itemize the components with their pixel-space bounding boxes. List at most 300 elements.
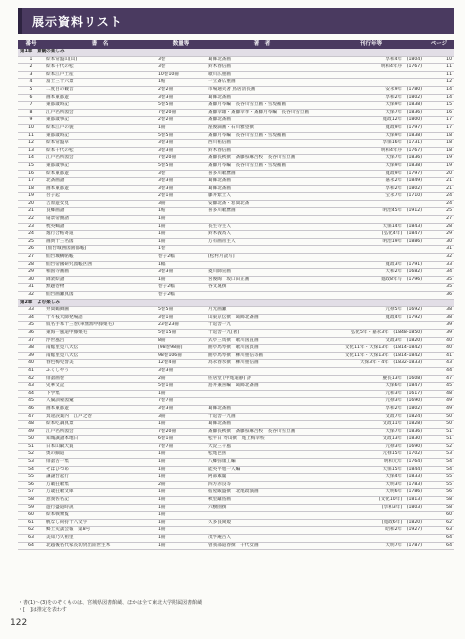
row-page: 62	[424, 519, 454, 527]
row-page: 51	[424, 428, 454, 436]
row-date	[318, 200, 424, 208]
row-quantity: 巻子2幅	[156, 292, 206, 300]
row-quantity: [98巻98冊]	[156, 345, 206, 353]
row-page: 17	[424, 117, 454, 125]
row-date: 享和2年 (1802)	[318, 185, 424, 193]
row-date: 天保9年 (1838)	[318, 132, 424, 140]
row-page: 19	[424, 155, 454, 163]
row-author	[206, 261, 318, 269]
row-quantity: 7巻7冊	[156, 398, 206, 406]
row-number: 29	[18, 269, 44, 277]
row-title: 絵本千代の松	[44, 64, 156, 72]
row-title: 降衆絵譜	[44, 276, 156, 284]
row-number: 20	[18, 200, 44, 208]
row-date: 元禄15年 (1702)	[318, 451, 424, 459]
row-title: 知城誠譜本地日	[44, 436, 156, 444]
row-date: 元禄5年 (1692)	[318, 307, 424, 315]
row-author: 十返舎一九画	[206, 413, 318, 421]
row-author	[206, 512, 318, 520]
row-quantity: 6巻1冊	[156, 436, 206, 444]
row-number: 31	[18, 284, 44, 292]
row-number: 12	[18, 140, 44, 148]
row-title: 画本東都遊	[44, 94, 156, 102]
row-title: 江戸名所図会	[44, 428, 156, 436]
row-author: 曾我部道春撰 千代女画	[206, 542, 318, 550]
row-date	[318, 71, 424, 79]
row-number: 58	[18, 497, 44, 505]
row-title: [仙台城囲図園都帳]	[44, 246, 156, 254]
row-quantity: 1幅	[156, 261, 206, 269]
row-author: 能英平旭一人編	[206, 466, 318, 474]
row-date: 明治19年 (1886)	[318, 238, 424, 246]
row-title: 仮名手本十三巻(車無源中膝栗毛)	[44, 322, 156, 330]
row-quantity: 1冊	[156, 542, 206, 550]
row-title: 吉原遊女見	[44, 200, 156, 208]
row-page: 35	[424, 284, 454, 292]
row-author: 松平日 寿山撰 尾上梅幸校	[206, 436, 318, 444]
row-author: 鈴木春信画	[206, 64, 318, 72]
row-page: 54	[424, 466, 454, 474]
row-title: 下学集	[44, 390, 156, 398]
row-title: 江戸名所図会	[44, 155, 156, 163]
table-row	[18, 443, 454, 451]
row-author: 西川祐信画	[206, 140, 318, 148]
row-number: 55	[18, 474, 44, 482]
table-row	[18, 269, 454, 277]
table-row	[18, 223, 454, 231]
row-author: 大淀三千風	[206, 443, 318, 451]
row-quantity: 10巻10冊	[156, 71, 206, 79]
row-quantity: 23巻23冊	[156, 322, 206, 330]
row-title: 日本山賦大賞	[44, 443, 156, 451]
row-number: 35	[18, 322, 44, 330]
row-quantity: 1冊	[156, 527, 206, 535]
table-row	[18, 421, 454, 429]
row-title: 北斎画譜	[44, 178, 156, 186]
row-author: 阿部素閣	[206, 474, 318, 482]
exhibit-table	[18, 40, 454, 550]
row-date	[318, 512, 424, 520]
table-row	[18, 216, 454, 224]
row-title: 弁間鶴舞圖	[44, 307, 156, 315]
row-title: 画本東都遊	[44, 185, 156, 193]
row-author: 式亭三馬撰 歌川国直画	[206, 337, 318, 345]
row-title: 史華文記	[44, 383, 156, 391]
row-page: 39	[424, 322, 454, 330]
row-date: 享保16年 (1731)	[318, 140, 424, 148]
row-page: 24	[424, 193, 454, 201]
table-row	[18, 352, 454, 360]
row-quantity: 3巻3冊	[156, 405, 206, 413]
row-page: 39	[424, 329, 454, 337]
table-row	[18, 246, 454, 254]
row-date: 昭和2年 (1927)	[318, 527, 424, 535]
row-page: 36	[424, 292, 454, 300]
row-quantity: 1冊	[156, 238, 206, 246]
row-number: 2	[18, 64, 44, 72]
row-page: 41	[424, 352, 454, 360]
row-quantity: 2巻1冊	[156, 193, 206, 201]
row-page: 21	[424, 178, 454, 186]
row-number: 3	[18, 71, 44, 79]
row-author: 一立斎広重画	[206, 79, 318, 87]
row-page: 19	[424, 162, 454, 170]
row-title: 相国寺画画	[44, 269, 156, 277]
row-page: 56	[424, 489, 454, 497]
row-date: 天保7年 (1836)	[318, 155, 424, 163]
row-title: 東都歳時記	[44, 102, 156, 110]
row-number: 30	[18, 276, 44, 284]
row-author: 葛飾北斎画	[206, 185, 318, 193]
row-quantity: 3巻3冊	[156, 94, 206, 102]
table-row	[18, 71, 454, 79]
row-author: [松村月読写]	[206, 254, 318, 262]
table-row	[18, 261, 454, 269]
row-page: 49	[424, 405, 454, 413]
row-number: 57	[18, 489, 44, 497]
row-date: 天保3年・4年 (1832-1833)	[318, 360, 424, 368]
row-title: 俳諧画巻	[44, 375, 156, 383]
row-quantity: 3巻	[156, 56, 206, 64]
row-page: 27	[424, 216, 454, 224]
row-page: 43	[424, 360, 454, 368]
row-author: 斎藤幸雄・斎藤幸孝・斎藤月岑編 長谷川雪旦画	[206, 109, 318, 117]
row-title: 吾子起	[44, 193, 156, 201]
row-page: 14	[424, 86, 454, 94]
row-date: 寛政8年写 (1796)	[318, 276, 424, 284]
row-number: 54	[18, 466, 44, 474]
row-title: 画本東都遊	[44, 405, 156, 413]
row-page: 11	[424, 71, 454, 79]
row-date	[318, 79, 424, 87]
row-page: 18	[424, 140, 454, 148]
row-page: 12	[424, 79, 454, 87]
row-title: 画典十三名図	[44, 238, 156, 246]
row-number: 50	[18, 436, 44, 444]
row-author: 為永春水撰 柳川重信画	[206, 360, 318, 368]
table-row	[18, 451, 454, 459]
row-title: 人倫訓蒙図彙	[44, 398, 156, 406]
row-number: 9	[18, 117, 44, 125]
table-row	[18, 162, 454, 170]
table-row	[18, 527, 454, 535]
row-date: 文政7年 (1824)	[318, 413, 424, 421]
table-row	[18, 147, 454, 155]
row-quantity: 3巻1冊	[156, 314, 206, 322]
row-page: 18	[424, 147, 454, 155]
row-quantity: 3巻	[156, 170, 206, 178]
row-quantity: 98巻106冊	[156, 352, 206, 360]
row-number: 4	[18, 79, 44, 87]
row-author: 葛飾北斎画	[206, 94, 318, 102]
table-row	[18, 86, 454, 94]
row-date: 天明7年 (1787)	[318, 542, 424, 550]
row-date: 安永9年 (1780)	[318, 86, 424, 94]
table-row	[18, 466, 454, 474]
row-author	[206, 398, 318, 406]
row-title: 仙台帝國研究図帳区囲	[44, 261, 156, 269]
row-page: 29	[424, 231, 454, 239]
row-date	[318, 246, 424, 254]
row-page: 53	[424, 451, 454, 459]
table-row	[18, 535, 454, 543]
footnote-line: ・書(1)～(3)をのぞくものは、宮城県図書館蔵、ほかは全て東北大学附属図書館蔵	[18, 600, 203, 606]
table-row	[18, 307, 454, 315]
row-quantity: 1冊	[156, 466, 206, 474]
row-page: 54	[424, 459, 454, 467]
row-date: 弘化5年・嘉永3年 (1848-1850)	[318, 329, 424, 337]
row-page: 34	[424, 269, 454, 277]
row-page: 16	[424, 109, 454, 117]
row-title: 富士三十六景	[44, 79, 156, 87]
table-row	[18, 132, 454, 140]
row-title: 南総里見八犬伝	[44, 345, 156, 353]
row-number: 32	[18, 292, 44, 300]
table-row	[18, 375, 454, 383]
table-row	[18, 155, 454, 163]
row-number: 42	[18, 375, 44, 383]
row-title: 絵本千代の松	[44, 147, 156, 155]
row-author: 葛飾北斎画	[206, 178, 318, 186]
row-quantity: 3冊	[156, 200, 206, 208]
row-author: 斎藤長秋撰 斎藤県麻呂校 長谷川雪旦画	[206, 155, 318, 163]
row-number: 7	[18, 102, 44, 110]
row-title: 枕英蝋譜	[44, 223, 156, 231]
table-row	[18, 200, 454, 208]
row-number: 41	[18, 367, 44, 375]
row-title: 絵本江戸の貌	[44, 124, 156, 132]
row-date: [文化10年] (1813)	[318, 497, 424, 505]
row-date: 文化11年・天保13年 (1814-1842)	[318, 345, 424, 353]
row-page: 49	[424, 398, 454, 406]
table-body	[18, 49, 454, 550]
row-number: 8	[18, 109, 44, 117]
row-author: 山東京伝撰 葛飾北斎画	[206, 314, 318, 322]
row-page: 44	[424, 367, 454, 375]
col-header-date: 刊行年等	[318, 40, 424, 49]
row-quantity: 5巻15冊	[156, 329, 206, 337]
row-author: 秋里籬島画	[206, 497, 318, 505]
row-title: 良郷画譜	[44, 208, 156, 216]
row-title: 遊行盛道時説	[44, 504, 156, 512]
row-date	[318, 535, 424, 543]
row-page: 28	[424, 223, 454, 231]
row-title: 江戸名所図会	[44, 109, 156, 117]
row-title: 東都歳時記	[44, 132, 156, 140]
row-date: 文政3年 (1820)	[318, 337, 424, 345]
row-page: 58	[424, 504, 454, 512]
table-row	[18, 413, 454, 421]
row-title: 東都歳事記	[44, 162, 156, 170]
row-date: [弘化4年] (1847)	[318, 231, 424, 239]
row-title: 東海一風道中膝栗毛	[44, 329, 156, 337]
row-date: 天保4年 (1833)	[318, 474, 424, 482]
row-date: 嘉永2年 (1849)	[318, 178, 424, 186]
table-row	[18, 292, 454, 300]
row-title: 郷土史談会報 第8号	[44, 527, 156, 535]
row-date: [享和3年] (1803)	[318, 504, 424, 512]
row-quantity: 1冊	[156, 231, 206, 239]
table-row	[18, 140, 454, 148]
row-page: 63	[424, 527, 454, 535]
row-page: 38	[424, 307, 454, 315]
row-page: 32	[424, 254, 454, 262]
row-date: 元和3年 (1617)	[318, 390, 424, 398]
row-page: 11	[424, 64, 454, 72]
table-row	[18, 109, 454, 117]
table-row	[18, 117, 454, 125]
row-title: そばひつめ	[44, 466, 156, 474]
row-author	[206, 527, 318, 535]
row-author: 宿屋飯盛撰 北尾政演画	[206, 489, 318, 497]
page-title: 展示資料リスト	[32, 15, 123, 29]
row-quantity: 1冊	[156, 535, 206, 543]
row-title: 意義佐名記	[44, 497, 156, 505]
table-row	[18, 329, 454, 337]
row-quantity: 1冊	[156, 512, 206, 520]
row-author: 宮俊陶 坂口田正画	[206, 276, 318, 284]
row-date: 天和2年 (1682)	[318, 269, 424, 277]
row-title: 絵本江戸土産	[44, 71, 156, 79]
row-quantity: 5巻1冊	[156, 383, 206, 391]
row-page: 10	[424, 56, 454, 64]
row-number: 10	[18, 124, 44, 132]
row-page: 35	[424, 276, 454, 284]
row-author: 安藤北斎・窓間北斎	[206, 200, 318, 208]
row-quantity: 1冊	[156, 474, 206, 482]
row-number: 47	[18, 413, 44, 421]
table-row	[18, 193, 454, 201]
row-title: 仙台画瀬真図	[44, 292, 156, 300]
table-row	[18, 178, 454, 186]
row-title: 絵本戦乗覧	[44, 512, 156, 520]
table-row	[18, 360, 454, 368]
row-number: 24	[18, 231, 44, 239]
table-row	[18, 102, 454, 110]
row-number: 45	[18, 398, 44, 406]
row-quantity: 1帖	[156, 208, 206, 216]
row-author: 菱川師宣画	[206, 269, 318, 277]
row-quantity: 1冊	[156, 489, 206, 497]
row-author: 窪俊満画・石川雅望撰	[206, 124, 318, 132]
col-header-page: ページ	[424, 40, 454, 49]
row-quantity: 3巻	[156, 64, 206, 72]
row-page: 18	[424, 132, 454, 140]
row-quantity: 2巻2冊	[156, 117, 206, 125]
table-row	[18, 542, 454, 550]
row-number: 11	[18, 132, 44, 140]
section-header	[18, 49, 454, 56]
row-date	[318, 284, 424, 292]
table-row	[18, 383, 454, 391]
row-number: 28	[18, 261, 44, 269]
row-quantity: 1冊	[156, 459, 206, 467]
row-number: 48	[18, 421, 44, 429]
table-row	[18, 428, 454, 436]
row-quantity: 5巻5冊	[156, 162, 206, 170]
row-page: 31	[424, 246, 454, 254]
row-author	[206, 367, 318, 375]
table-row	[18, 367, 454, 375]
section-header	[18, 299, 454, 307]
row-quantity: 1巻	[156, 246, 206, 254]
row-author: 曲亭馬琴撰 柳川重信等画	[206, 352, 318, 360]
table-row	[18, 504, 454, 512]
row-quantity: 5巻5冊	[156, 102, 206, 110]
table-row	[18, 390, 454, 398]
table-row	[18, 276, 454, 284]
footnote-line: ・[ ]は推定を表わす	[18, 607, 67, 613]
row-page: 25	[424, 208, 454, 216]
row-page: 47	[424, 375, 454, 383]
row-number: 64	[18, 542, 44, 550]
table-header	[18, 40, 454, 49]
row-author: 斎藤月岑編 長谷川雪旦画・雪堤補画	[206, 102, 318, 110]
table-row	[18, 512, 454, 520]
table-row	[18, 124, 454, 132]
table-row	[18, 94, 454, 102]
row-date	[318, 322, 424, 330]
row-author: 斎藤長秋撰 斎藤県麻呂校 長谷川雪旦画	[206, 428, 318, 436]
row-page: 14	[424, 94, 454, 102]
row-date: 宝永7年 (1710)	[318, 193, 424, 201]
table-row	[18, 474, 454, 482]
title-bar	[18, 8, 454, 34]
table-row	[18, 64, 454, 72]
row-quantity: 12巻4冊	[156, 360, 206, 368]
row-author: 葛飾北斎画	[206, 56, 318, 64]
row-number: 53	[18, 459, 44, 467]
row-title: 浮世風呂	[44, 337, 156, 345]
table-row	[18, 345, 454, 353]
row-date: 寛政9年 (1797)	[318, 170, 424, 178]
row-date: 天保7年 (1836)	[318, 428, 424, 436]
row-quantity: 1冊	[156, 504, 206, 512]
row-page: 33	[424, 261, 454, 269]
row-number: 60	[18, 512, 44, 520]
row-date: 天保6年 (1847)	[318, 383, 424, 391]
row-title: 二度目の観音	[44, 86, 156, 94]
row-title: 冥途誤案内 江戸之巻	[44, 413, 156, 421]
row-page: 55	[424, 474, 454, 482]
row-date: 文化11年・天保13年 (1814-1842)	[318, 352, 424, 360]
row-quantity: 1冊	[156, 519, 206, 527]
row-author: 喜多川歌麿画	[206, 170, 318, 178]
table-row	[18, 254, 454, 262]
row-quantity: 3巻3冊	[156, 367, 206, 375]
row-number: 26	[18, 246, 44, 254]
row-number: 22	[18, 216, 44, 224]
table-row	[18, 497, 454, 505]
row-author: 万有画帝主人	[206, 238, 318, 246]
row-quantity: 巻子2幅	[156, 254, 206, 262]
row-author: 茂孚庵古人	[206, 535, 318, 543]
table-row	[18, 79, 454, 87]
row-quantity: 3冊	[156, 413, 206, 421]
row-date: 元禄3年 (1690)	[318, 443, 424, 451]
row-title: 逸行合帖寄道	[44, 231, 156, 239]
row-title: 万載狂歌集	[44, 481, 156, 489]
row-date: 天保9年 (1838)	[318, 162, 424, 170]
row-quantity: 3巻3冊	[156, 185, 206, 193]
row-title: 絵本常盤山[山]	[44, 56, 156, 64]
row-quantity: 3巻3冊	[156, 140, 206, 148]
row-author: 斎藤北斎画	[206, 117, 318, 125]
row-quantity: 2冊	[156, 481, 206, 489]
row-quantity: 7巻20冊	[156, 428, 206, 436]
table-row	[18, 398, 454, 406]
row-title: 仙台城構帖帳	[44, 254, 156, 262]
